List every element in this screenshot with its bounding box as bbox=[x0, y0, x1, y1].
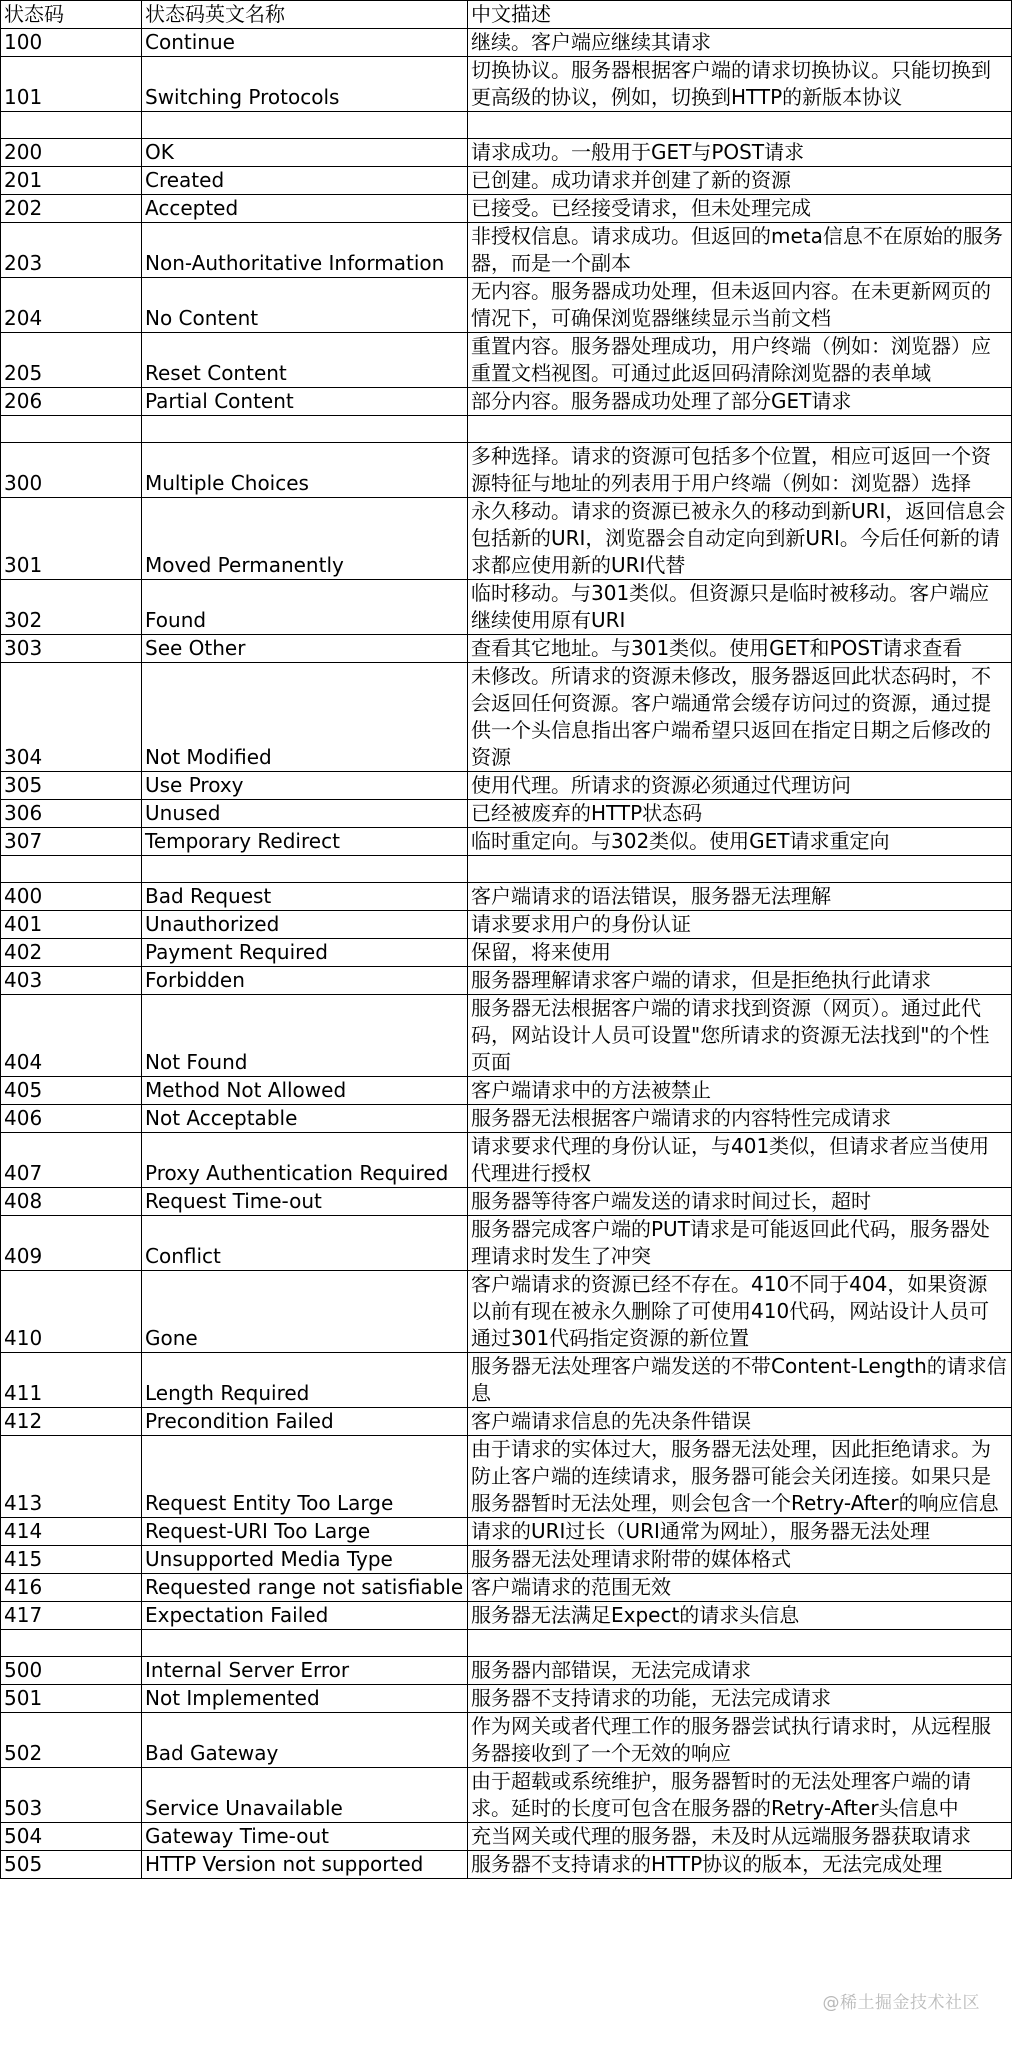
table-row bbox=[1, 800, 1012, 828]
desc-cell: 服务器理解请求客户端的请求，但是拒绝执行此请求 bbox=[468, 967, 1012, 995]
name-cell: Reset Content bbox=[142, 333, 468, 388]
table-row bbox=[1, 1823, 1012, 1851]
code-cell: 304 bbox=[1, 663, 142, 772]
name-cell: Gateway Time-out bbox=[142, 1823, 468, 1851]
name-cell: Request Entity Too Large bbox=[142, 1436, 468, 1518]
name-cell: Bad Gateway bbox=[142, 1713, 468, 1768]
desc-cell: 请求要求代理的身份认证，与401类似，但请求者应当使用代理进行授权 bbox=[468, 1133, 1012, 1188]
name-cell: Partial Content bbox=[142, 388, 468, 416]
desc-cell: 作为网关或者代理工作的服务器尝试执行请求时，从远程服务器接收到了一个无效的响应 bbox=[468, 1713, 1012, 1768]
desc-cell: 服务器不支持请求的功能，无法完成请求 bbox=[468, 1685, 1012, 1713]
desc-cell: 服务器等待客户端发送的请求时间过长，超时 bbox=[468, 1188, 1012, 1216]
code-cell: 400 bbox=[1, 883, 142, 911]
desc-cell: 由于超载或系统维护，服务器暂时的无法处理客户端的请求。延时的长度可包含在服务器的Retry-After头信息中 bbox=[468, 1768, 1012, 1823]
desc-cell bbox=[468, 856, 1012, 883]
table-row bbox=[1, 663, 1012, 772]
desc-cell: 使用代理。所请求的资源必须通过代理访问 bbox=[468, 772, 1012, 800]
code-cell: 414 bbox=[1, 1518, 142, 1546]
desc-cell: 保留，将来使用 bbox=[468, 939, 1012, 967]
desc-cell: 继续。客户端应继续其请求 bbox=[468, 29, 1012, 57]
desc-cell: 充当网关或代理的服务器，未及时从远端服务器获取请求 bbox=[468, 1823, 1012, 1851]
desc-cell: 由于请求的实体过大，服务器无法处理，因此拒绝请求。为防止客户端的连续请求，服务器可能会关闭连接。如果只是服务器暂时无法处理，则会包含一个Retry-After的响应信息 bbox=[468, 1436, 1012, 1518]
table-row bbox=[1, 139, 1012, 167]
desc-cell: 查看其它地址。与301类似。使用GET和POST请求查看 bbox=[468, 635, 1012, 663]
table-row bbox=[1, 1353, 1012, 1408]
desc-cell: 服务器无法根据客户端请求的内容特性完成请求 bbox=[468, 1105, 1012, 1133]
header-code: 状态码 bbox=[1, 1, 142, 29]
name-cell: Request Time-out bbox=[142, 1188, 468, 1216]
desc-cell bbox=[468, 112, 1012, 139]
name-cell: Unauthorized bbox=[142, 911, 468, 939]
table-row bbox=[1, 1216, 1012, 1271]
desc-cell: 客户端请求中的方法被禁止 bbox=[468, 1077, 1012, 1105]
table-row bbox=[1, 1602, 1012, 1630]
name-cell: Payment Required bbox=[142, 939, 468, 967]
name-cell: Unsupported Media Type bbox=[142, 1546, 468, 1574]
name-cell: Unused bbox=[142, 800, 468, 828]
name-cell: Multiple Choices bbox=[142, 443, 468, 498]
code-cell: 402 bbox=[1, 939, 142, 967]
code-cell: 205 bbox=[1, 333, 142, 388]
table-body bbox=[1, 29, 1012, 1879]
desc-cell: 部分内容。服务器成功处理了部分GET请求 bbox=[468, 388, 1012, 416]
code-cell: 504 bbox=[1, 1823, 142, 1851]
name-cell: Internal Server Error bbox=[142, 1657, 468, 1685]
table-row bbox=[1, 883, 1012, 911]
name-cell: OK bbox=[142, 139, 468, 167]
table-row bbox=[1, 443, 1012, 498]
code-cell: 406 bbox=[1, 1105, 142, 1133]
table-row bbox=[1, 29, 1012, 57]
header-row bbox=[1, 1, 1012, 29]
name-cell: Found bbox=[142, 580, 468, 635]
code-cell: 413 bbox=[1, 1436, 142, 1518]
code-cell: 303 bbox=[1, 635, 142, 663]
desc-cell: 客户端请求的资源已经不存在。410不同于404，如果资源以前有现在被永久删除了可使用410代码，网站设计人员可通过301代码指定资源的新位置 bbox=[468, 1271, 1012, 1353]
header-desc: 中文描述 bbox=[468, 1, 1012, 29]
code-cell: 307 bbox=[1, 828, 142, 856]
table-row bbox=[1, 1657, 1012, 1685]
name-cell bbox=[142, 416, 468, 443]
desc-cell: 请求的URI过长（URI通常为网址），服务器无法处理 bbox=[468, 1518, 1012, 1546]
table-row bbox=[1, 995, 1012, 1077]
table-row bbox=[1, 1077, 1012, 1105]
name-cell: Non-Authoritative Information bbox=[142, 223, 468, 278]
desc-cell: 服务器无法处理请求附带的媒体格式 bbox=[468, 1546, 1012, 1574]
name-cell: Not Found bbox=[142, 995, 468, 1077]
desc-cell: 请求成功。一般用于GET与POST请求 bbox=[468, 139, 1012, 167]
code-cell: 502 bbox=[1, 1713, 142, 1768]
table-row bbox=[1, 1436, 1012, 1518]
table-row bbox=[1, 195, 1012, 223]
desc-cell: 客户端请求的语法错误，服务器无法理解 bbox=[468, 883, 1012, 911]
name-cell: Moved Permanently bbox=[142, 498, 468, 580]
desc-cell: 重置内容。服务器处理成功，用户终端（例如：浏览器）应重置文档视图。可通过此返回码清除浏览器的表单域 bbox=[468, 333, 1012, 388]
code-cell: 401 bbox=[1, 911, 142, 939]
name-cell: Method Not Allowed bbox=[142, 1077, 468, 1105]
code-cell: 201 bbox=[1, 167, 142, 195]
desc-cell: 已创建。成功请求并创建了新的资源 bbox=[468, 167, 1012, 195]
table-row bbox=[1, 333, 1012, 388]
table-row bbox=[1, 1768, 1012, 1823]
code-cell: 407 bbox=[1, 1133, 142, 1188]
table-row bbox=[1, 1851, 1012, 1879]
name-cell: Bad Request bbox=[142, 883, 468, 911]
code-cell bbox=[1, 416, 142, 443]
code-cell: 412 bbox=[1, 1408, 142, 1436]
code-cell: 404 bbox=[1, 995, 142, 1077]
code-cell: 200 bbox=[1, 139, 142, 167]
code-cell: 206 bbox=[1, 388, 142, 416]
name-cell: Proxy Authentication Required bbox=[142, 1133, 468, 1188]
desc-cell: 服务器不支持请求的HTTP协议的版本，无法完成处理 bbox=[468, 1851, 1012, 1879]
desc-cell bbox=[468, 416, 1012, 443]
code-cell: 202 bbox=[1, 195, 142, 223]
spacer-row bbox=[1, 856, 1012, 883]
code-cell: 417 bbox=[1, 1602, 142, 1630]
code-cell: 403 bbox=[1, 967, 142, 995]
code-cell bbox=[1, 856, 142, 883]
code-cell: 306 bbox=[1, 800, 142, 828]
table-row bbox=[1, 1105, 1012, 1133]
table-row bbox=[1, 1685, 1012, 1713]
spacer-row bbox=[1, 416, 1012, 443]
desc-cell: 服务器无法根据客户端的请求找到资源（网页）。通过此代码，网站设计人员可设置"您所请求的资源无法找到"的个性页面 bbox=[468, 995, 1012, 1077]
code-cell: 300 bbox=[1, 443, 142, 498]
name-cell: Temporary Redirect bbox=[142, 828, 468, 856]
name-cell: Continue bbox=[142, 29, 468, 57]
desc-cell: 未修改。所请求的资源未修改，服务器返回此状态码时，不会返回任何资源。客户端通常会缓存访问过的资源，通过提供一个头信息指出客户端希望只返回在指定日期之后修改的资源 bbox=[468, 663, 1012, 772]
table-row bbox=[1, 1574, 1012, 1602]
table-row bbox=[1, 828, 1012, 856]
name-cell: Forbidden bbox=[142, 967, 468, 995]
desc-cell: 客户端请求的范围无效 bbox=[468, 1574, 1012, 1602]
code-cell: 409 bbox=[1, 1216, 142, 1271]
name-cell: Accepted bbox=[142, 195, 468, 223]
code-cell bbox=[1, 112, 142, 139]
desc-cell: 服务器无法满足Expect的请求头信息 bbox=[468, 1602, 1012, 1630]
code-cell bbox=[1, 1630, 142, 1657]
desc-cell: 已接受。已经接受请求，但未处理完成 bbox=[468, 195, 1012, 223]
table-row bbox=[1, 167, 1012, 195]
table-row bbox=[1, 1408, 1012, 1436]
desc-cell: 非授权信息。请求成功。但返回的meta信息不在原始的服务器，而是一个副本 bbox=[468, 223, 1012, 278]
desc-cell: 多种选择。请求的资源可包括多个位置，相应可返回一个资源特征与地址的列表用于用户终端（例如：浏览器）选择 bbox=[468, 443, 1012, 498]
name-cell: Service Unavailable bbox=[142, 1768, 468, 1823]
desc-cell: 客户端请求信息的先决条件错误 bbox=[468, 1408, 1012, 1436]
name-cell: Conflict bbox=[142, 1216, 468, 1271]
name-cell: Expectation Failed bbox=[142, 1602, 468, 1630]
desc-cell: 请求要求用户的身份认证 bbox=[468, 911, 1012, 939]
watermark: @稀土掘金技术社区 bbox=[821, 1988, 983, 2013]
desc-cell bbox=[468, 1630, 1012, 1657]
header-name: 状态码英文名称 bbox=[142, 1, 468, 29]
desc-cell: 服务器无法处理客户端发送的不带Content-Length的请求信息 bbox=[468, 1353, 1012, 1408]
table-row bbox=[1, 1713, 1012, 1768]
desc-cell: 无内容。服务器成功处理，但未返回内容。在未更新网页的情况下，可确保浏览器继续显示当前文档 bbox=[468, 278, 1012, 333]
code-cell: 410 bbox=[1, 1271, 142, 1353]
name-cell: Requested range not satisfiable bbox=[142, 1574, 468, 1602]
table-row bbox=[1, 278, 1012, 333]
table-row bbox=[1, 498, 1012, 580]
table-row bbox=[1, 388, 1012, 416]
code-cell: 503 bbox=[1, 1768, 142, 1823]
table-row bbox=[1, 967, 1012, 995]
table-row bbox=[1, 1271, 1012, 1353]
code-cell: 203 bbox=[1, 223, 142, 278]
code-cell: 204 bbox=[1, 278, 142, 333]
code-cell: 411 bbox=[1, 1353, 142, 1408]
table-row bbox=[1, 57, 1012, 112]
name-cell: Created bbox=[142, 167, 468, 195]
name-cell: Not Acceptable bbox=[142, 1105, 468, 1133]
table-row bbox=[1, 580, 1012, 635]
code-cell: 415 bbox=[1, 1546, 142, 1574]
name-cell: HTTP Version not supported bbox=[142, 1851, 468, 1879]
code-cell: 501 bbox=[1, 1685, 142, 1713]
desc-cell: 永久移动。请求的资源已被永久的移动到新URI，返回信息会包括新的URI，浏览器会自动定向到新URI。今后任何新的请求都应使用新的URI代替 bbox=[468, 498, 1012, 580]
name-cell: Not Implemented bbox=[142, 1685, 468, 1713]
code-cell: 302 bbox=[1, 580, 142, 635]
name-cell bbox=[142, 112, 468, 139]
table-row bbox=[1, 223, 1012, 278]
desc-cell: 临时移动。与301类似。但资源只是临时被移动。客户端应继续使用原有URI bbox=[468, 580, 1012, 635]
code-cell: 405 bbox=[1, 1077, 142, 1105]
spacer-row bbox=[1, 1630, 1012, 1657]
table-row bbox=[1, 1188, 1012, 1216]
table-row bbox=[1, 1546, 1012, 1574]
code-cell: 505 bbox=[1, 1851, 142, 1879]
table-row bbox=[1, 911, 1012, 939]
name-cell: Length Required bbox=[142, 1353, 468, 1408]
table-row bbox=[1, 1518, 1012, 1546]
code-cell: 101 bbox=[1, 57, 142, 112]
name-cell: No Content bbox=[142, 278, 468, 333]
name-cell: Precondition Failed bbox=[142, 1408, 468, 1436]
desc-cell: 临时重定向。与302类似。使用GET请求重定向 bbox=[468, 828, 1012, 856]
name-cell bbox=[142, 856, 468, 883]
name-cell: Use Proxy bbox=[142, 772, 468, 800]
name-cell: Request-URI Too Large bbox=[142, 1518, 468, 1546]
table-row bbox=[1, 772, 1012, 800]
table-row bbox=[1, 635, 1012, 663]
name-cell: Gone bbox=[142, 1271, 468, 1353]
name-cell: See Other bbox=[142, 635, 468, 663]
desc-cell: 切换协议。服务器根据客户端的请求切换协议。只能切换到更高级的协议，例如，切换到HTTP的新版本协议 bbox=[468, 57, 1012, 112]
name-cell: Switching Protocols bbox=[142, 57, 468, 112]
spacer-row bbox=[1, 112, 1012, 139]
desc-cell: 服务器完成客户端的PUT请求是可能返回此代码，服务器处理请求时发生了冲突 bbox=[468, 1216, 1012, 1271]
table-row bbox=[1, 939, 1012, 967]
table-row bbox=[1, 1133, 1012, 1188]
name-cell bbox=[142, 1630, 468, 1657]
code-cell: 416 bbox=[1, 1574, 142, 1602]
code-cell: 100 bbox=[1, 29, 142, 57]
name-cell: Not Modified bbox=[142, 663, 468, 772]
code-cell: 305 bbox=[1, 772, 142, 800]
code-cell: 500 bbox=[1, 1657, 142, 1685]
code-cell: 408 bbox=[1, 1188, 142, 1216]
desc-cell: 已经被废弃的HTTP状态码 bbox=[468, 800, 1012, 828]
desc-cell: 服务器内部错误，无法完成请求 bbox=[468, 1657, 1012, 1685]
code-cell: 301 bbox=[1, 498, 142, 580]
